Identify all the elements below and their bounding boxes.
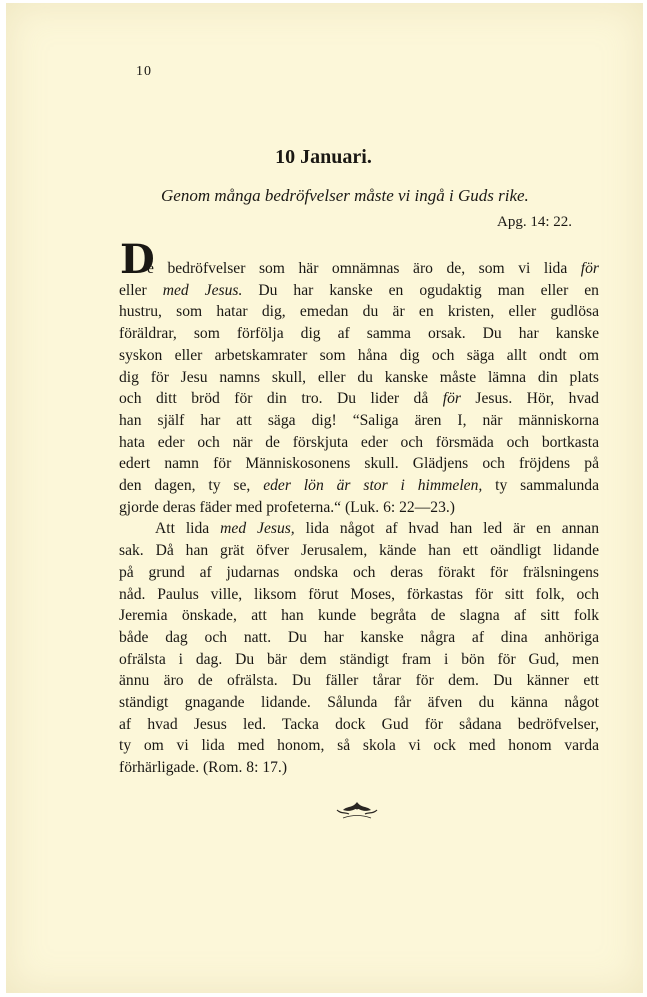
text-line — [119, 345, 599, 367]
motto-verse: Genom många bedröfvelser måste vi ingå i Guds rike. — [161, 186, 529, 205]
line-text: af hvad Jesus led. Tacka dock Gud för sådana bedröfvelser, — [119, 715, 599, 733]
text-line — [119, 518, 599, 540]
text-line — [119, 367, 599, 389]
text-line — [119, 540, 599, 562]
line-text: e bedröfvelser som här omnämnas äro de, som vi lida — [147, 260, 581, 277]
text-line — [119, 280, 599, 302]
line-italic-text: eder lön är stor i himmelen, — [263, 477, 483, 495]
line-text: hata eder och när de förskjuta eder och försmäda och bortkasta — [119, 433, 599, 451]
line-text: Att lida — [155, 520, 221, 538]
line-text: förhärligade. (Rom. 8: 17.) — [119, 759, 288, 777]
text-line — [119, 475, 599, 497]
line-text: eller — [119, 281, 163, 299]
line-italic-text: med Jesus, — [220, 520, 295, 538]
text-line — [119, 453, 599, 475]
date-heading: 10 Januari. — [275, 146, 372, 168]
flourish-ornament-icon — [333, 798, 381, 822]
text-line — [119, 410, 599, 432]
line-text: gjorde deras fäder med profeterna.“ (Luk. 6: 22—23.) — [119, 498, 455, 516]
text-line — [119, 497, 599, 519]
line-text: ännu äro de ofrälsta. Du fäller tårar för dem. Du känner ett — [119, 672, 599, 690]
text-line — [119, 258, 599, 280]
page-number: 10 — [136, 64, 152, 79]
line-text: den dagen, ty se, — [119, 477, 264, 495]
line-italic-text: för — [442, 390, 461, 408]
line-text: ty sammalunda — [482, 477, 599, 495]
drop-cap: D — [120, 236, 155, 283]
text-line — [119, 670, 599, 692]
motto-reference: Apg. 14: 22. — [497, 214, 572, 230]
line-italic-text: för — [580, 260, 599, 277]
text-line — [119, 432, 599, 454]
line-text: han själf har att säga dig! “Saliga ären I, när människorna — [119, 411, 599, 429]
line-text: lida något af hvad han led är en annan — [294, 520, 600, 538]
text-line — [119, 584, 599, 606]
text-line — [119, 323, 599, 345]
line-text: och ditt bröd för din tro. Du lider då — [119, 390, 443, 408]
line-text: hustru, som hatar dig, emedan du är en kristen, eller gudlösa — [119, 303, 599, 321]
line-italic-text: med Jesus. — [162, 281, 243, 299]
text-line — [119, 627, 599, 649]
text-line — [119, 562, 599, 584]
body-text — [119, 258, 599, 779]
line-text: ofrälsta i dag. Du bär dem ständigt fram i bön för Gud, men — [119, 650, 599, 668]
line-text: både dag och natt. Du har kanske några af dina anhöriga — [119, 628, 599, 646]
line-text: föräldrar, som förfölja dig af samma orsak. Du har kanske — [119, 325, 599, 343]
text-line — [119, 301, 599, 323]
line-text: Du har kanske en ogudaktig man eller en — [242, 281, 599, 299]
line-text: Jeremia önskade, att han kunde begråta de slagna af sitt folk — [119, 607, 599, 625]
text-line — [119, 735, 599, 757]
line-text: syskon eller arbetskamrater som håna dig och säga allt ondt om — [119, 346, 599, 364]
text-line — [119, 388, 599, 410]
text-line — [119, 649, 599, 671]
line-text: sak. Då han grät öfver Jerusalem, kände han ett oändligt lidande — [119, 542, 599, 560]
text-line — [119, 692, 599, 714]
text-line — [119, 757, 599, 779]
line-text: ty om vi lida med honom, så skola vi ock med honom varda — [119, 737, 599, 755]
line-text: edert namn för Människosonens skull. Glädjens och fröjdens på — [119, 455, 599, 473]
text-line — [119, 605, 599, 627]
line-text: på grund af judarnas ondska och deras förakt för frälsningens — [119, 563, 599, 581]
line-text: Jesus. Hör, hvad — [460, 390, 599, 408]
line-text: ständigt gnagande lidande. Sålunda får äfven du känna något — [119, 694, 599, 712]
text-line — [119, 714, 599, 736]
line-text: dig för Jesu namns skull, eller du kanske måste lämna din plats — [119, 368, 599, 386]
line-text: nåd. Paulus ville, liksom förut Moses, förkastas för sitt folk, och — [119, 585, 599, 603]
